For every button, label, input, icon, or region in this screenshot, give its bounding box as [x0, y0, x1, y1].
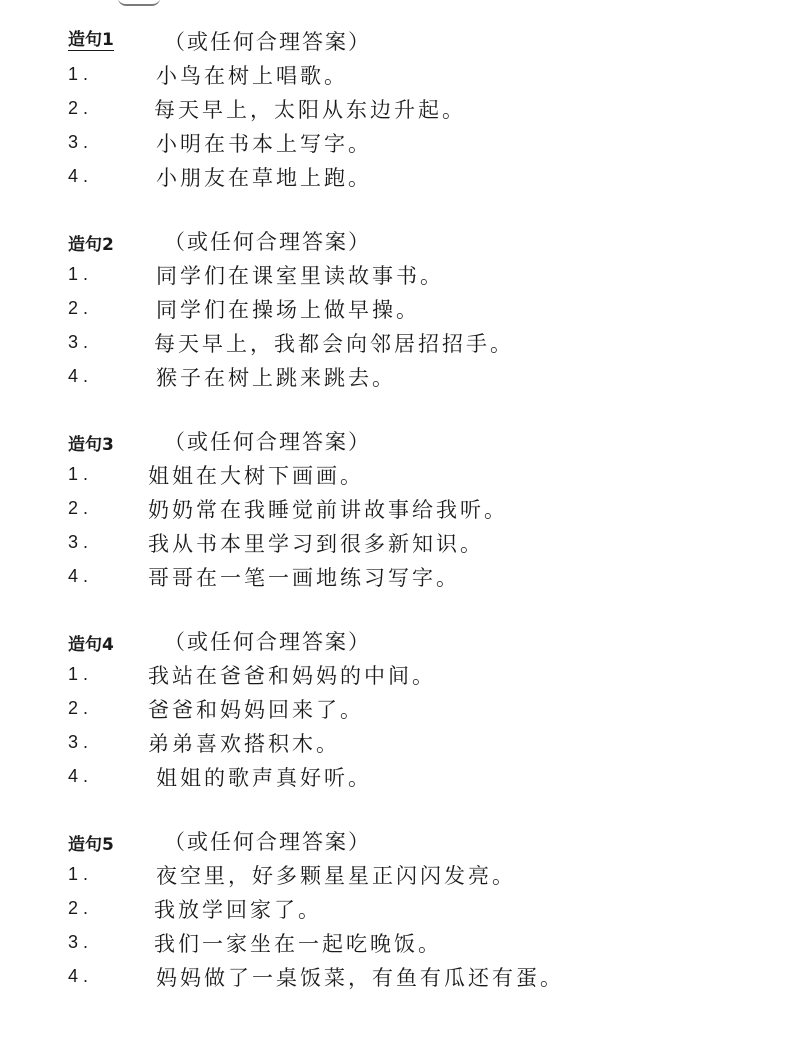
item-sentence: 小朋友在草地上跑。: [156, 166, 372, 190]
item-number: 4 .: [68, 366, 89, 386]
item-number: 2 .: [68, 298, 89, 318]
item-sentence: 妈妈做了一桌饭菜，有鱼有瓜还有蛋。: [156, 966, 564, 990]
list-item: [68, 362, 768, 396]
section-label: 造句1: [68, 30, 114, 50]
item-sentence: 猴子在树上跳来跳去。: [156, 366, 396, 390]
item-number: 3 .: [68, 932, 89, 952]
item-number: 2 .: [68, 98, 89, 118]
item-number: 4 .: [68, 566, 89, 586]
section-header: [68, 26, 768, 60]
section-5: [68, 826, 768, 996]
section-note: （或任何合理答案）: [164, 630, 371, 654]
section-2: [68, 226, 768, 396]
list-item: [68, 562, 768, 596]
section-header: [68, 426, 768, 460]
item-sentence: 爸爸和妈妈回来了。: [148, 698, 364, 722]
item-sentence: 夜空里，好多颗星星正闪闪发亮。: [156, 864, 516, 888]
item-sentence: 姐姐的歌声真好听。: [156, 766, 372, 790]
page-top-mark: [118, 0, 160, 6]
list-item: [68, 460, 768, 494]
list-item: [68, 928, 768, 962]
item-number: 4 .: [68, 966, 89, 986]
list-item: [68, 128, 768, 162]
item-number: 2 .: [68, 898, 89, 918]
list-item: [68, 762, 768, 796]
item-number: 2 .: [68, 698, 89, 718]
list-item: [68, 494, 768, 528]
list-item: [68, 328, 768, 362]
section-header: [68, 626, 768, 660]
item-number: 3 .: [68, 132, 89, 152]
item-number: 1 .: [68, 464, 89, 484]
item-sentence: 奶奶常在我睡觉前讲故事给我听。: [148, 498, 508, 522]
item-number: 1 .: [68, 64, 89, 84]
item-sentence: 我从书本里学习到很多新知识。: [148, 532, 484, 556]
item-sentence: 我放学回家了。: [154, 898, 322, 922]
list-item: [68, 962, 768, 996]
list-item: [68, 260, 768, 294]
section-3: [68, 426, 768, 596]
list-item: [68, 94, 768, 128]
item-sentence: 我们一家坐在一起吃晚饭。: [154, 932, 442, 956]
section-label: 造句5: [68, 835, 114, 855]
item-number: 1 .: [68, 664, 89, 684]
item-sentence: 我站在爸爸和妈妈的中间。: [148, 664, 436, 688]
item-number: 3 .: [68, 332, 89, 352]
item-number: 1 .: [68, 864, 89, 884]
item-number: 2 .: [68, 498, 89, 518]
item-sentence: 弟弟喜欢搭积木。: [148, 732, 340, 756]
section-note: （或任何合理答案）: [164, 830, 371, 854]
list-item: [68, 528, 768, 562]
section-label: 造句2: [68, 235, 114, 255]
list-item: [68, 60, 768, 94]
list-item: [68, 860, 768, 894]
section-note: （或任何合理答案）: [164, 30, 371, 54]
item-sentence: 同学们在课室里读故事书。: [156, 264, 444, 288]
item-number: 4 .: [68, 166, 89, 186]
item-sentence: 每天早上，太阳从东边升起。: [154, 98, 466, 122]
item-sentence: 小鸟在树上唱歌。: [156, 64, 348, 88]
item-sentence: 姐姐在大树下画画。: [148, 464, 364, 488]
item-number: 4 .: [68, 766, 89, 786]
section-1: [68, 26, 768, 196]
section-note: （或任何合理答案）: [164, 430, 371, 454]
list-item: [68, 894, 768, 928]
section-note: （或任何合理答案）: [164, 230, 371, 254]
section-header: [68, 226, 768, 260]
list-item: [68, 694, 768, 728]
list-item: [68, 728, 768, 762]
list-item: [68, 162, 768, 196]
item-sentence: 哥哥在一笔一画地练习写字。: [148, 566, 460, 590]
section-header: [68, 826, 768, 860]
list-item: [68, 660, 768, 694]
item-sentence: 每天早上，我都会向邻居招招手。: [154, 332, 514, 356]
section-label: 造句4: [68, 635, 114, 655]
item-number: 3 .: [68, 732, 89, 752]
section-label: 造句3: [68, 435, 114, 455]
section-4: [68, 626, 768, 796]
list-item: [68, 294, 768, 328]
item-sentence: 小明在书本上写字。: [156, 132, 372, 156]
item-sentence: 同学们在操场上做早操。: [156, 298, 420, 322]
item-number: 1 .: [68, 264, 89, 284]
item-number: 3 .: [68, 532, 89, 552]
